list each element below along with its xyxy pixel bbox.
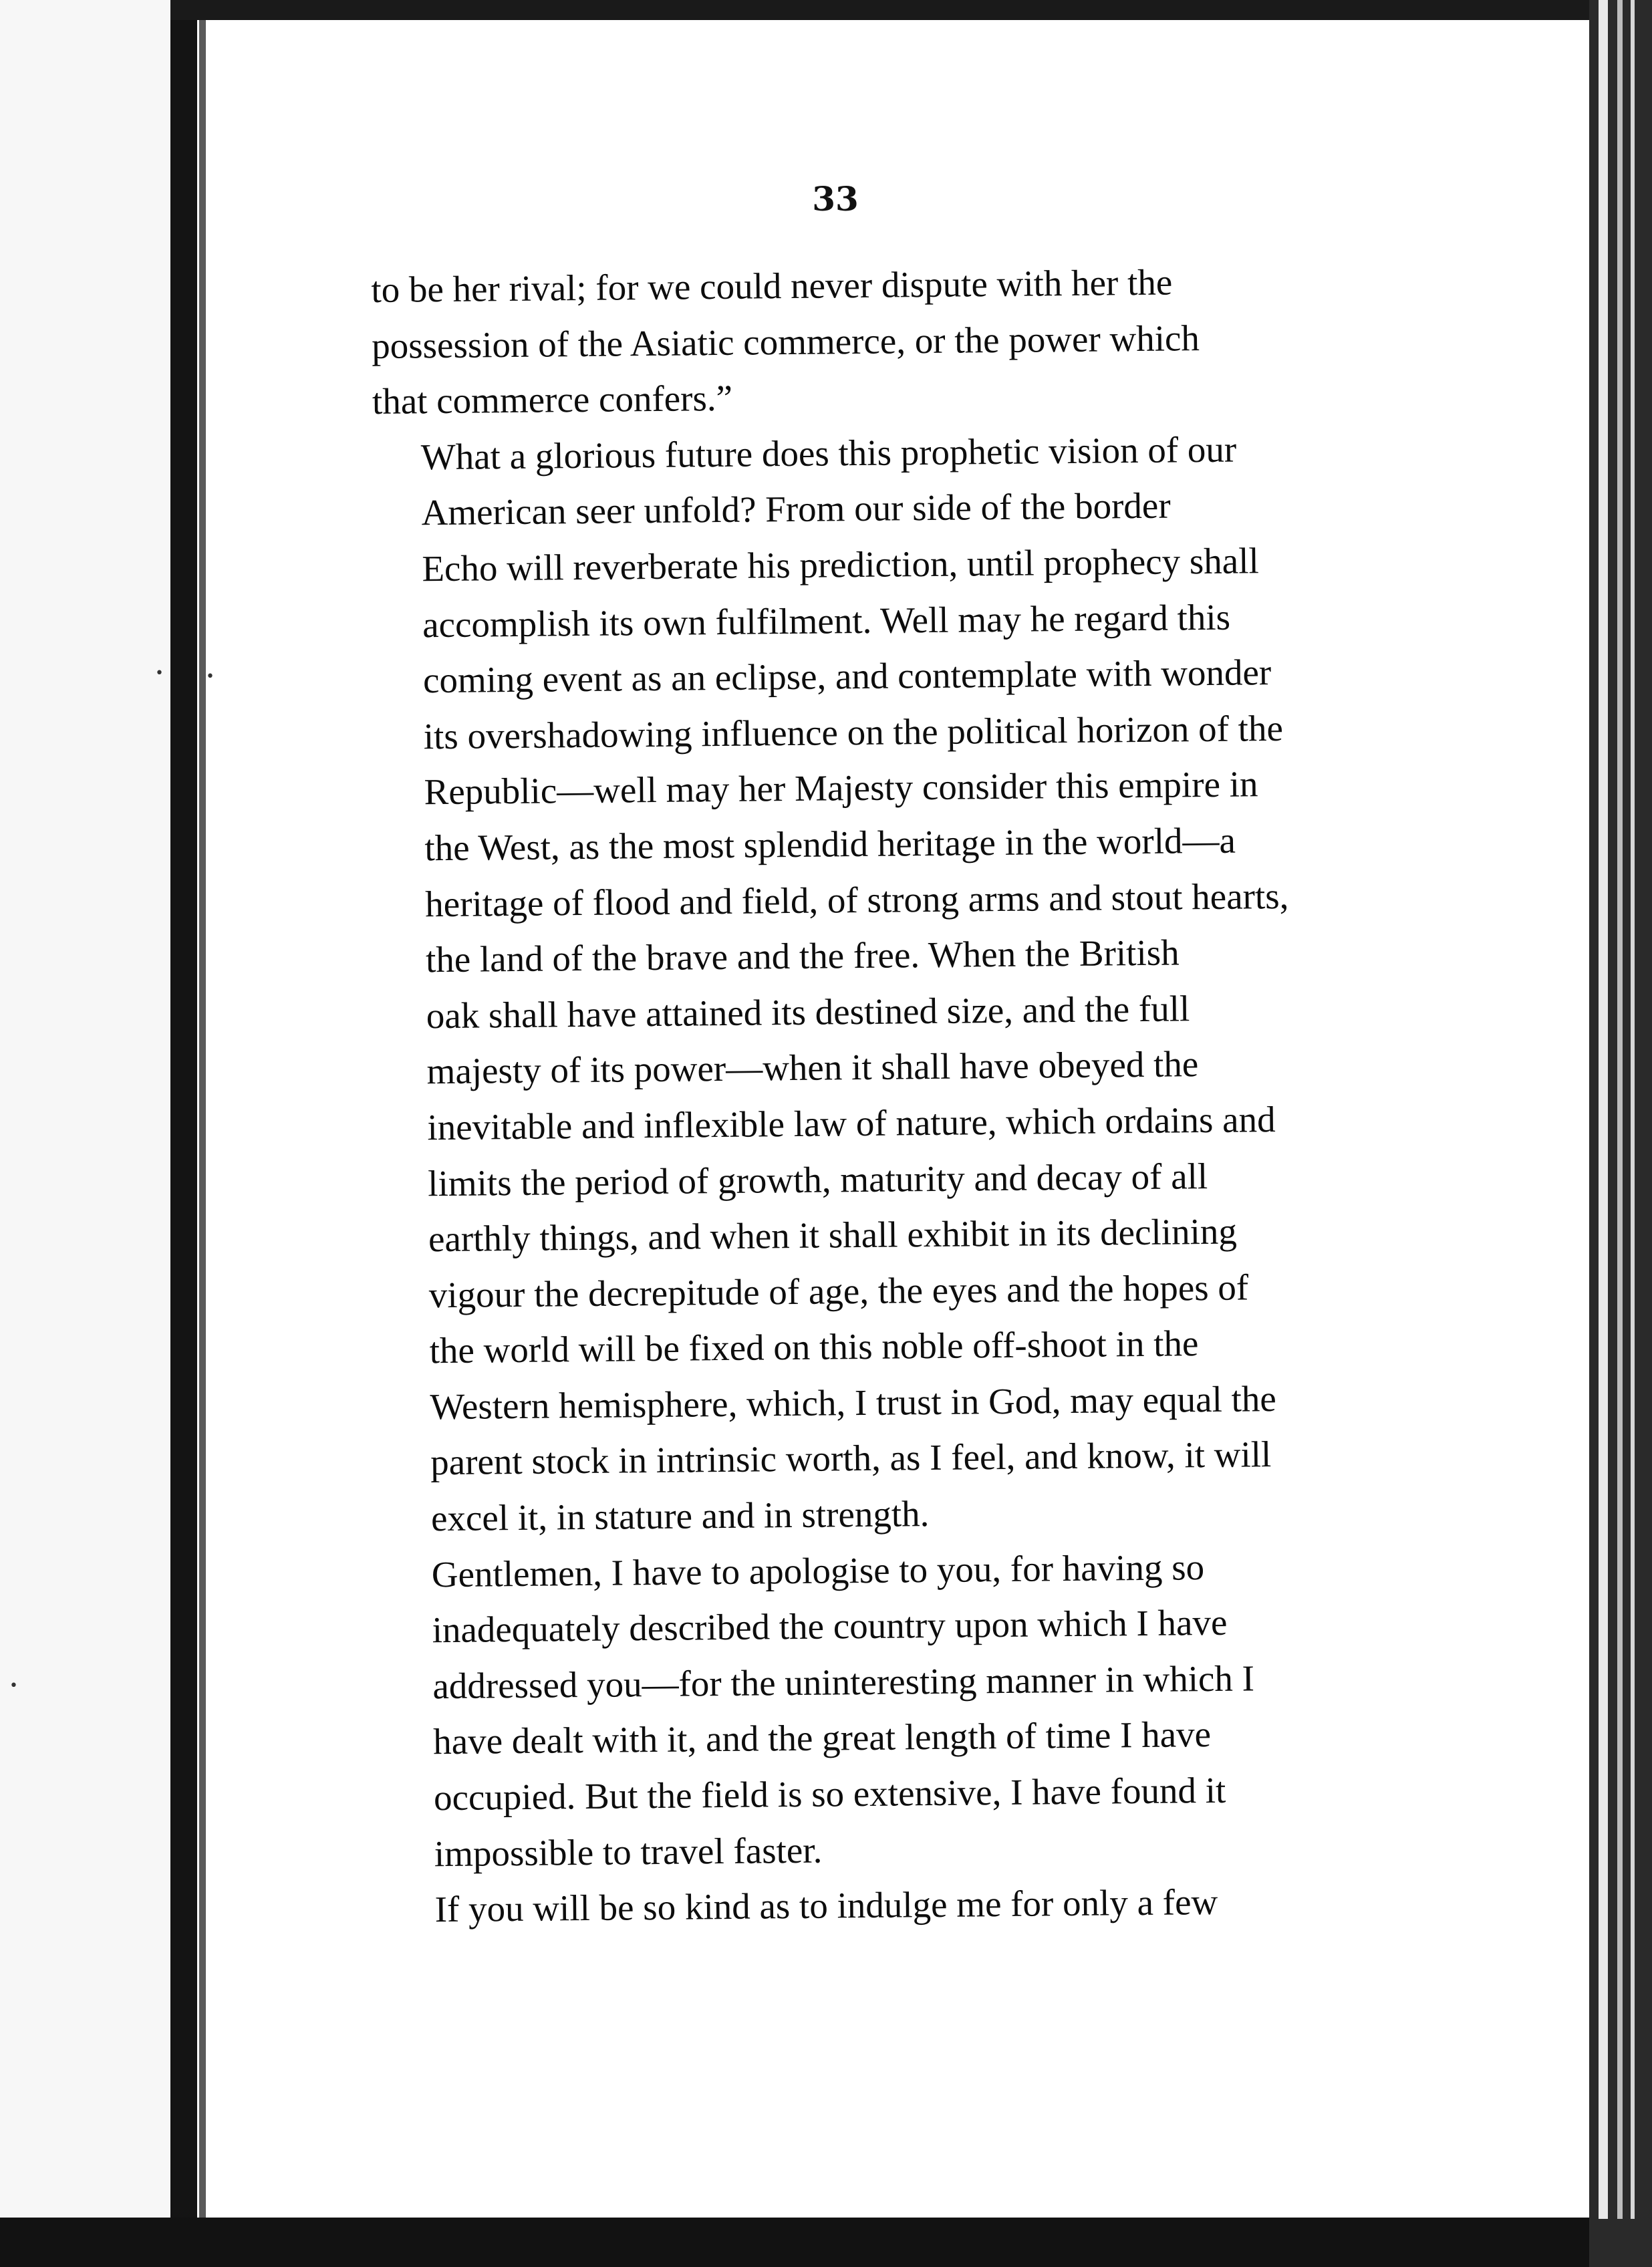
text-line: excel it, in stature and in strength. <box>430 1493 930 1539</box>
text-line: the West, as the most splendid heritage in the world—a <box>424 819 1236 869</box>
paragraph <box>383 1537 1405 1882</box>
text-line: impossible to travel faster. <box>434 1829 823 1874</box>
text-line: the land of the brave and the free. When the British <box>425 932 1180 980</box>
text-line: occupied. But the field is so extensive, I have found it <box>433 1769 1226 1819</box>
text-line: heritage of flood and field, of strong arms and stout hearts, <box>424 875 1289 924</box>
text-line: limits the period of growth, maturity and decay of all <box>427 1155 1208 1204</box>
page-stack-line <box>1599 0 1608 2219</box>
gutter-speck: • <box>206 668 215 685</box>
text-line: its overshadowing influence on the political horizon of the <box>423 707 1284 757</box>
text-line: vigour the decrepitude of age, the eyes and the hopes of <box>428 1266 1249 1315</box>
text-line: accomplish its own fulfilment. Well may he regard this <box>422 596 1231 645</box>
binding-edge <box>199 0 206 2267</box>
page-number: 33 <box>812 179 859 219</box>
body-text <box>371 252 1406 1938</box>
binding-shadow <box>170 0 197 2267</box>
text-line: possession of the Asiatic commerce, or the power which <box>371 317 1200 366</box>
text-line: inadequately described the country upon which I have <box>432 1602 1228 1651</box>
scan-bottom-border <box>0 2218 1652 2267</box>
page-stack-line <box>1617 0 1623 2219</box>
text-line: addressed you—for the uninteresting manner in which I <box>432 1657 1255 1707</box>
gutter-speck: • <box>155 665 164 682</box>
text-line: Western hemisphere, which, I trust in God, may equal the <box>430 1377 1277 1428</box>
text-line: oak shall have attained its destined size, and the full <box>426 988 1190 1036</box>
text-line: to be her rival; for we could never dispute with her the <box>371 261 1173 310</box>
page-stack-line <box>1631 0 1635 2219</box>
text-line: American seer unfold? From our side of the border <box>421 485 1171 533</box>
text-line: majesty of its power—when it shall have obeyed the <box>426 1043 1199 1092</box>
text-line: that commerce confers.” <box>372 378 733 422</box>
text-line: inevitable and inflexible law of nature, which ordains and <box>427 1098 1276 1148</box>
text-line: Gentlemen, I have to apologise to you, for having so <box>431 1546 1205 1595</box>
text-line: coming event as an eclipse, and contemplate with wonder <box>422 652 1272 701</box>
text-line: earthly things, and when it shall exhibit in its declining <box>428 1210 1238 1260</box>
paragraph <box>372 420 1402 1547</box>
text-line: the world will be fixed on this noble off-shoot in the <box>429 1323 1199 1371</box>
text-line: Echo will reverberate his prediction, until prophecy shall <box>422 540 1260 589</box>
text-line: Republic—well may her Majesty consider this empire in <box>424 763 1258 813</box>
text-line: What a glorious future does this prophetic vision of our <box>420 428 1237 478</box>
scan-top-border <box>170 0 1601 20</box>
text-line: parent stock in intrinsic worth, as I feel, and know, it will <box>430 1434 1272 1483</box>
paragraph <box>386 1872 1406 1938</box>
text-line: If you will be so kind as to indulge me for only a few <box>434 1881 1218 1930</box>
facing-page-edge <box>0 0 170 2267</box>
text-line: have dealt with it, and the great length of time I have <box>432 1714 1212 1762</box>
gutter-speck: • <box>9 1678 18 1694</box>
paragraph <box>371 252 1391 429</box>
